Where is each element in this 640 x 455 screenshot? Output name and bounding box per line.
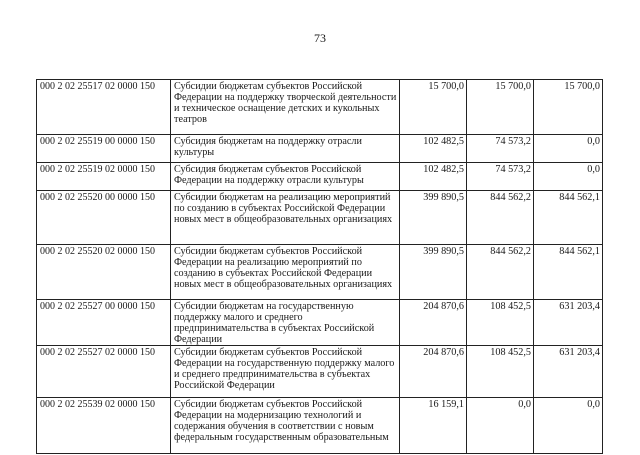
- table-row: [37, 398, 603, 454]
- value-col-3: 0,0: [534, 398, 603, 454]
- budget-code: 000 2 02 25519 02 0000 150: [37, 163, 171, 191]
- value-col-2: 108 452,5: [467, 346, 534, 398]
- budget-code: 000 2 02 25527 00 0000 150: [37, 300, 171, 346]
- row-description: Субсидии бюджетам субъектов Российской Федерации на реализацию мероприятий по созданию в субъектах Российской Федерации новых мест в общеобразовательных организациях: [171, 245, 400, 300]
- table-row: [37, 163, 603, 191]
- value-col-3: 631 203,4: [534, 346, 603, 398]
- value-col-1: 16 159,1: [400, 398, 467, 454]
- table-row: [37, 135, 603, 163]
- value-col-2: 74 573,2: [467, 163, 534, 191]
- value-col-1: 102 482,5: [400, 163, 467, 191]
- table-row: [37, 300, 603, 346]
- budget-table: [36, 79, 603, 454]
- budget-code: 000 2 02 25520 02 0000 150: [37, 245, 171, 300]
- value-col-3: 15 700,0: [534, 80, 603, 135]
- value-col-2: 0,0: [467, 398, 534, 454]
- page-number: 73: [314, 31, 326, 45]
- row-description: Субсидии бюджетам субъектов Российской Федерации на государственную поддержку малого и среднего предпринимательства в субъектах Российской Федерации: [171, 346, 400, 398]
- value-col-1: 399 890,5: [400, 191, 467, 245]
- value-col-2: 844 562,2: [467, 245, 534, 300]
- table-row: [37, 245, 603, 300]
- row-description: Субсидии бюджетам субъектов Российской Федерации на поддержку творческой деятельности и техническое оснащение детских и кукольных театров: [171, 80, 400, 135]
- value-col-1: 204 870,6: [400, 300, 467, 346]
- row-description: Субсидия бюджетам на поддержку отрасли культуры: [171, 135, 400, 163]
- budget-code: 000 2 02 25539 02 0000 150: [37, 398, 171, 454]
- budget-code: 000 2 02 25519 00 0000 150: [37, 135, 171, 163]
- value-col-2: 15 700,0: [467, 80, 534, 135]
- value-col-3: 631 203,4: [534, 300, 603, 346]
- value-col-3: 0,0: [534, 163, 603, 191]
- value-col-1: 204 870,6: [400, 346, 467, 398]
- value-col-1: 15 700,0: [400, 80, 467, 135]
- value-col-3: 844 562,1: [534, 245, 603, 300]
- value-col-2: 74 573,2: [467, 135, 534, 163]
- value-col-2: 844 562,2: [467, 191, 534, 245]
- row-description: Субсидии бюджетам на реализацию мероприятий по созданию в субъектах Российской Федерации новых мест в общеобразовательных организациях: [171, 191, 400, 245]
- table-row: [37, 191, 603, 245]
- value-col-3: 844 562,1: [534, 191, 603, 245]
- value-col-1: 102 482,5: [400, 135, 467, 163]
- row-description: Субсидии бюджетам субъектов Российской Федерации на модернизацию технологий и содержания обучения в соответствии с новым федеральным государственным образовательным: [171, 398, 400, 454]
- value-col-2: 108 452,5: [467, 300, 534, 346]
- row-description: Субсидии бюджетам на государственную поддержку малого и среднего предпринимательства в субъектах Российской Федерации: [171, 300, 400, 346]
- table-row: [37, 80, 603, 135]
- value-col-3: 0,0: [534, 135, 603, 163]
- table-row: [37, 346, 603, 398]
- budget-code: 000 2 02 25517 02 0000 150: [37, 80, 171, 135]
- budget-code: 000 2 02 25527 02 0000 150: [37, 346, 171, 398]
- value-col-1: 399 890,5: [400, 245, 467, 300]
- budget-code: 000 2 02 25520 00 0000 150: [37, 191, 171, 245]
- row-description: Субсидия бюджетам субъектов Российской Федерации на поддержку отрасли культуры: [171, 163, 400, 191]
